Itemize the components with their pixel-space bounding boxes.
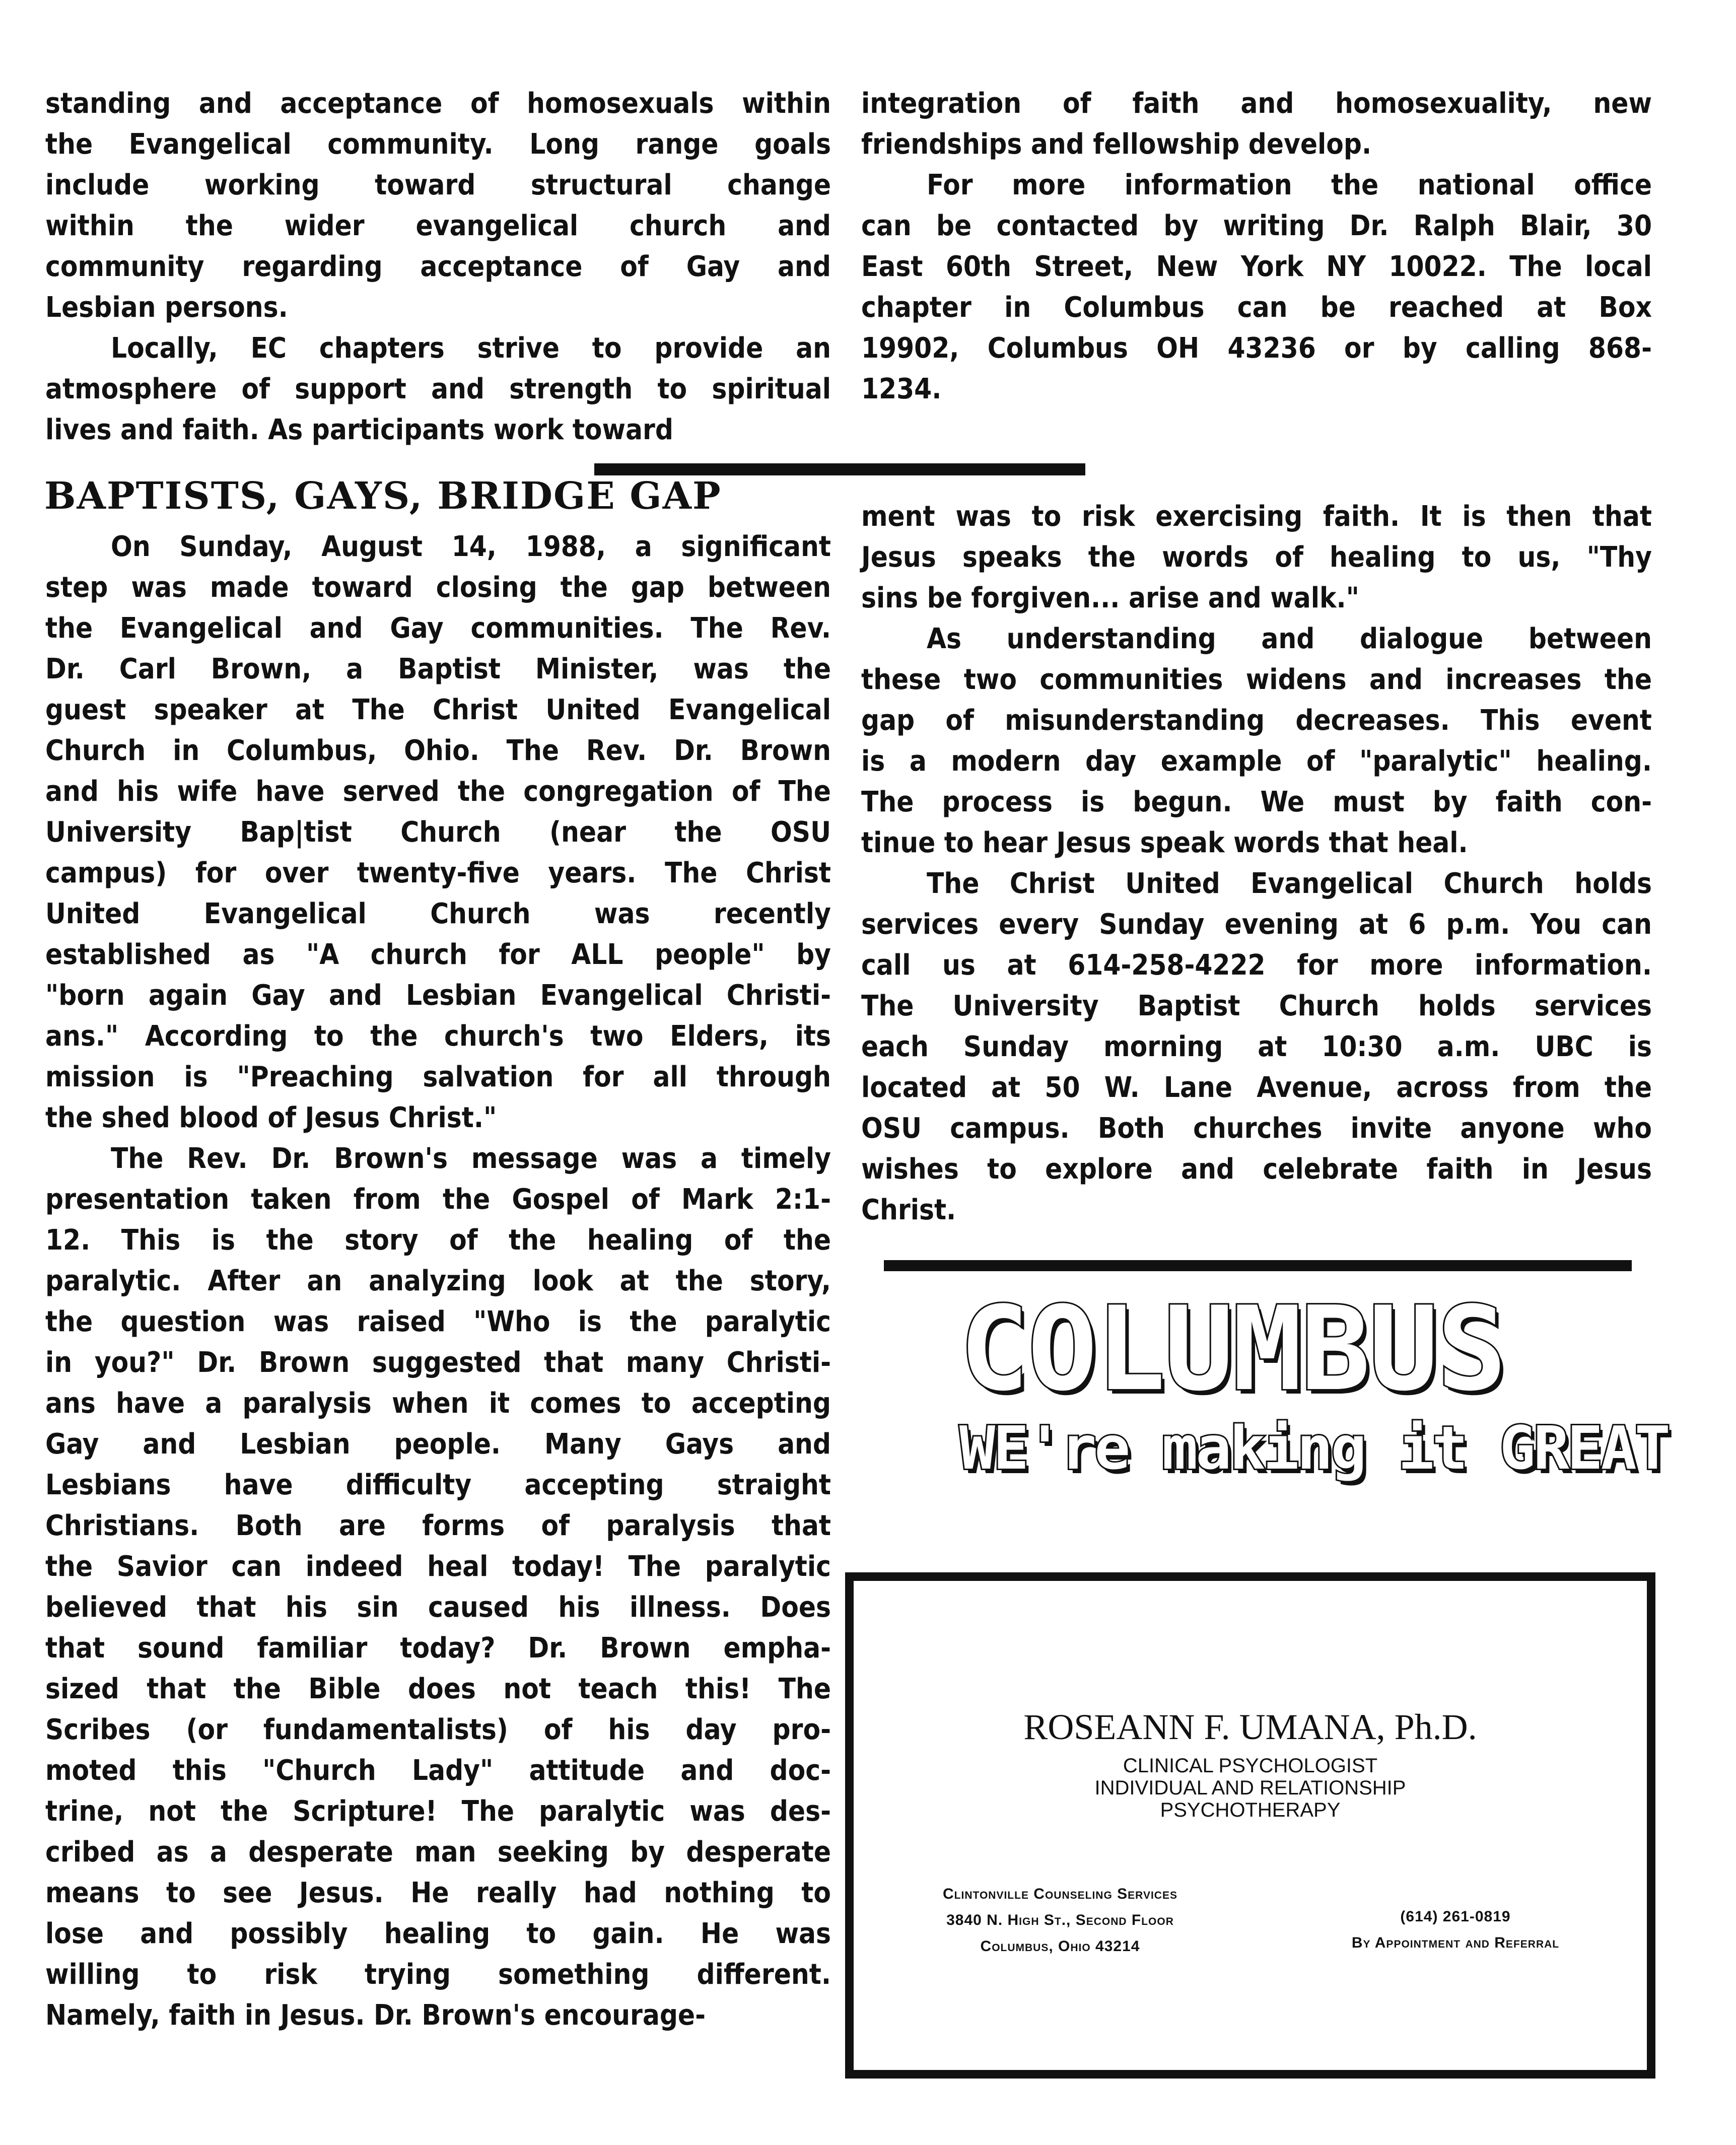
paragraph	[861, 165, 1652, 409]
ad-divider-rule	[884, 1260, 1632, 1271]
text-line: community regarding acceptance of Gay and	[45, 250, 831, 283]
text-line: that sound familiar today? Dr. Brown empha-	[45, 1632, 831, 1665]
address-line: Columbus, Ohio 43214	[980, 1938, 1140, 1955]
text-line: step was made toward closing the gap between	[45, 571, 831, 604]
text-line: lose and possibly healing to gain. He was	[45, 1917, 831, 1950]
specialty-line: PSYCHOTHERAPY	[1160, 1799, 1341, 1821]
text-line: campus) for over twenty-five years. The Christ	[45, 857, 831, 889]
paragraph	[861, 83, 1652, 165]
paragraph	[861, 496, 1652, 618]
text-line: trine, not the Scripture! The paralytic was des-	[45, 1795, 831, 1828]
continued-article-right-column	[861, 83, 1652, 409]
continued-article-left-column	[45, 83, 831, 450]
psychologist-ad-box	[845, 1572, 1655, 2079]
text-line: Lesbian persons.	[45, 291, 288, 324]
text-line: lives and faith. As participants work toward	[45, 413, 673, 446]
columbus-logo-tagline: WE're making it GREAT	[959, 1413, 1669, 1483]
psychologist-name: ROSEANN F. UMANA, Ph.D.	[1023, 1707, 1477, 1747]
paragraph	[45, 83, 831, 328]
text-line: "born again Gay and Lesbian Evangelical Christi-	[45, 979, 831, 1012]
text-line: The process is begun. We must by faith con-	[861, 786, 1652, 818]
address-line: 3840 N. High St., Second Floor	[946, 1912, 1174, 1928]
psychologist-specialty	[854, 1755, 1647, 1821]
text-line: Jesus speaks the words of healing to us, "Thy	[861, 541, 1652, 574]
text-line: can be contacted by writing Dr. Ralph Blair, 30	[861, 210, 1652, 242]
text-line: is a modern day example of "paralytic" healing.	[861, 745, 1652, 778]
text-line: moted this "Church Lady" attitude and doc-	[45, 1754, 831, 1787]
text-line: Namely, faith in Jesus. Dr. Brown's encourage-	[45, 1999, 706, 2032]
text-line: established as "A church for ALL people" by	[45, 938, 831, 971]
text-line: OSU campus. Both churches invite anyone who	[861, 1112, 1652, 1145]
text-line: Lesbians have difficulty accepting straight	[45, 1469, 831, 1501]
text-line: these two communities widens and increases the	[861, 663, 1652, 696]
paragraph	[45, 1138, 831, 2036]
text-line: willing to risk trying something different.	[45, 1958, 831, 1991]
paragraph	[45, 328, 831, 450]
text-line: The Rev. Dr. Brown's message was a timely	[111, 1142, 831, 1175]
text-line: the shed blood of Jesus Christ."	[45, 1101, 497, 1134]
text-line: the question was raised "Who is the paralytic	[45, 1305, 831, 1338]
appointment-note: By Appointment and Referral	[1351, 1934, 1560, 1951]
text-line: 1234.	[861, 373, 942, 405]
text-line: wishes to explore and celebrate faith in Jesus	[861, 1153, 1652, 1186]
text-line: For more information the national office	[927, 169, 1652, 201]
paragraph	[861, 863, 1652, 1230]
text-line: ans." According to the church's two Elders, its	[45, 1020, 831, 1053]
text-line: friendships and fellowship develop.	[861, 128, 1372, 161]
text-line: sins be forgiven... arise and walk."	[861, 582, 1359, 614]
text-line: University Bap|tist Church (near the OSU	[45, 816, 831, 849]
text-line: Locally, EC chapters strive to provide an	[111, 332, 831, 365]
text-line: The University Baptist Church holds services	[861, 990, 1652, 1022]
text-line: Gay and Lesbian people. Many Gays and	[45, 1428, 831, 1461]
text-line: mission is "Preaching salvation for all through	[45, 1061, 831, 1093]
text-line: within the wider evangelical church and	[45, 210, 831, 242]
text-line: 12. This is the story of the healing of the	[45, 1224, 831, 1257]
text-line: Dr. Carl Brown, a Baptist Minister, was the	[45, 653, 831, 685]
text-line: each Sunday morning at 10:30 a.m. UBC is	[861, 1030, 1652, 1063]
text-line: paralytic. After an analyzing look at the story,	[45, 1265, 831, 1297]
specialty-line: INDIVIDUAL AND RELATIONSHIP	[1094, 1777, 1406, 1799]
text-line: the Savior can indeed heal today! The paralytic	[45, 1550, 831, 1583]
text-line: guest speaker at The Christ United Evangelical	[45, 694, 831, 726]
text-line: tinue to hear Jesus speak words that heal.	[861, 826, 1468, 859]
text-line: standing and acceptance of homosexuals within	[45, 87, 831, 120]
text-line: the Evangelical community. Long range goals	[45, 128, 831, 161]
text-line: located at 50 W. Lane Avenue, across from the	[861, 1071, 1652, 1104]
text-line: Scribes (or fundamentalists) of his day pro-	[45, 1713, 831, 1746]
text-line: Christians. Both are forms of paralysis that	[45, 1509, 831, 1542]
text-line: services every Sunday evening at 6 p.m. You can	[861, 908, 1652, 941]
text-line: include working toward structural change	[45, 169, 831, 201]
text-line: presentation taken from the Gospel of Mark 2:1-	[45, 1183, 831, 1216]
text-line: sized that the Bible does not teach this! The	[45, 1673, 831, 1705]
article-headline: BAPTISTS, GAYS, BRIDGE GAP	[44, 474, 722, 518]
text-line: ans have a paralysis when it comes to accepting	[45, 1387, 831, 1420]
psychologist-address	[869, 1883, 1252, 1958]
columbus-logo-title: COLUMBUS	[959, 1282, 1505, 1417]
address-line: Clintonville Counseling Services	[943, 1886, 1177, 1902]
text-line: means to see Jesus. He really had nothing to	[45, 1877, 831, 1909]
text-line: ment was to risk exercising faith. It is then that	[861, 500, 1652, 533]
text-line: the Evangelical and Gay communities. The Rev.	[45, 612, 831, 645]
paragraph	[861, 618, 1652, 863]
text-line: As understanding and dialogue between	[927, 622, 1652, 655]
text-line: chapter in Columbus can be reached at Box	[861, 291, 1652, 324]
paragraph	[45, 526, 831, 1138]
text-line: On Sunday, August 14, 1988, a significant	[111, 530, 831, 563]
text-line: and his wife have served the congregation of The	[45, 775, 831, 808]
text-line: Christ.	[861, 1194, 956, 1226]
text-line: 19902, Columbus OH 43236 or by calling 868-	[861, 332, 1652, 365]
article-right-column	[861, 496, 1652, 1230]
text-line: East 60th Street, New York NY 10022. The local	[861, 250, 1652, 283]
text-line: Church in Columbus, Ohio. The Rev. Dr. Brown	[45, 734, 831, 767]
text-line: in you?" Dr. Brown suggested that many Christi-	[45, 1346, 831, 1379]
text-line: integration of faith and homosexuality, new	[861, 87, 1652, 120]
text-line: United Evangelical Church was recently	[45, 897, 831, 930]
article-left-column	[45, 526, 831, 2036]
phone-number: (614) 261-0819	[1400, 1908, 1511, 1925]
specialty-line: CLINICAL PSYCHOLOGIST	[1123, 1755, 1378, 1777]
text-line: gap of misunderstanding decreases. This event	[861, 704, 1652, 737]
text-line: atmosphere of support and strength to spiritual	[45, 373, 831, 405]
text-line: call us at 614-258-4222 for more information.	[861, 949, 1652, 982]
text-line: believed that his sin caused his illness. Does	[45, 1591, 831, 1624]
psychologist-contact	[1282, 1906, 1629, 1954]
text-line: cribed as a desperate man seeking by desperate	[45, 1836, 831, 1869]
text-line: The Christ United Evangelical Church holds	[927, 867, 1652, 900]
